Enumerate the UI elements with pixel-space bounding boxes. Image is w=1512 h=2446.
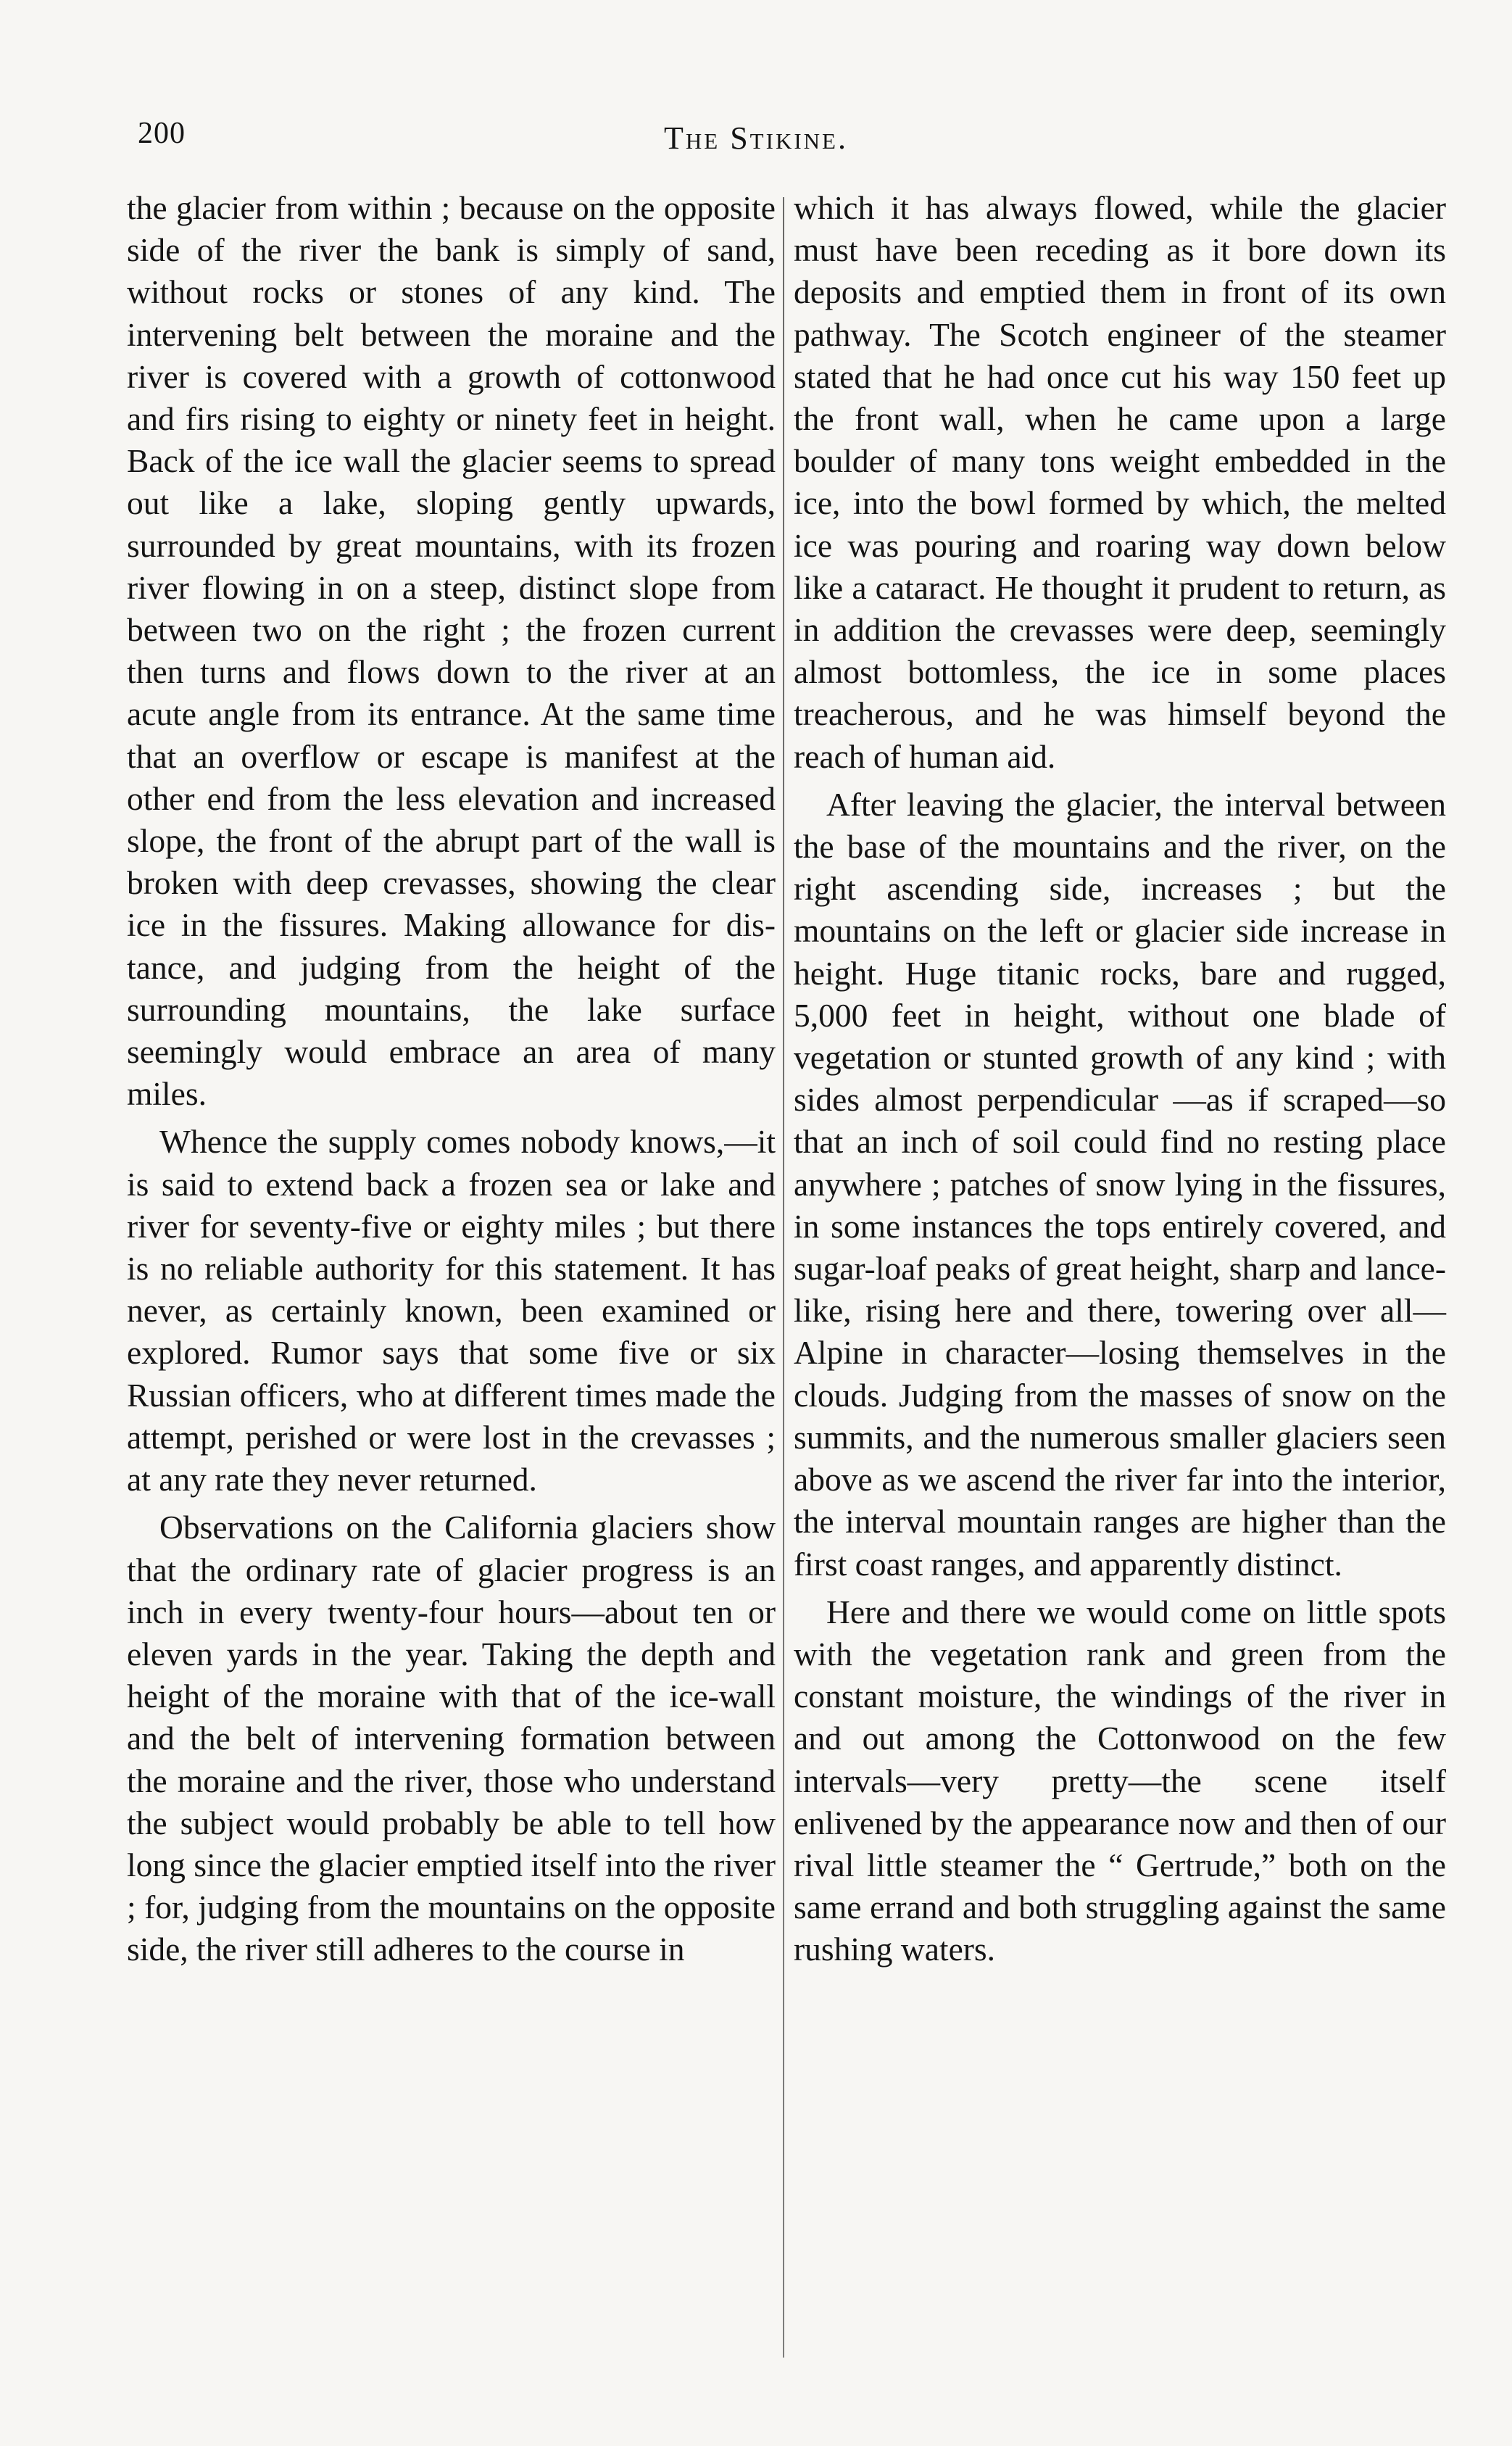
running-head: The Stikine. [664,120,848,156]
paragraph: which it has always flowed, while the glacier must have been receding as it bore down its deposits and emptied them in front of its own pathway. The Scotch engineer of the steamer stated that he had once cut his way 150 feet up the front wall, when he came upon a large boulder of many tons weight embedded in the ice, into the bowl formed by which, the melted ice was pouring and roaring way down below like a cataract. He thought it prudent to return, as in addition the crevasses were deep, seemingly almost bottomless, the ice in some places treacherous, and he was himself beyond the reach of human aid. [794,189,1446,775]
page-number: 200 [138,117,186,150]
paragraph: Whence the supply comes nobody knows,—it is said to extend back a frozen sea or lake and river for seventy-five or eighty miles ; but there is no reliable authority for this statement. It has never, as certainly known, been examined or explored. Rumor says that some five or six Russian officers, who at different times made the attempt, perished or were lost in the crevasses ; at any rate they never returned. [127,1123,776,1498]
paragraph: Here and there we would come on little spots with the vegetation rank and green from the constant moisture, the windings of the river in and out among the Cottonwood on the few intervals—very pretty—the scene itself enlivened by the appearance now and then of our rival little steamer the “ Gertrude,” both on the same errand and both struggling against the same rushing waters. [794,1593,1446,1968]
paragraph: After leaving the glacier, the interval between the base of the mountains and the river, on the right ascending side, increases ; but the mountains on the left or glacier side increase in height. Huge titanic rocks, bare and rugged, 5,000 feet in height, without one blade of vegetation or stunted growth of any kind ; with sides almost perpendicular —as if scraped—so that an inch of soil could find no resting place anywhere ; patches of snow lying in the fissures, in some instances the tops entirely covered, and sugar-loaf peaks of great height, sharp and lance-like, rising here and there, towering over all—Alpine in character—losing themselves in the clouds. Judging from the masses of snow on the summits, and the numerous smaller glaciers seen above as we ascend the river far into the interior, the interval mountain ranges are higher than the first coast ranges, and apparently distinct. [794,785,1446,1583]
column-divider [783,197,784,2358]
paragraph: Observations on the California glaciers show that the ordinary rate of glacier progress is an inch in every twenty-four hours—about ten or eleven yards in the year. Taking the depth and height of the moraine with that of the ice-wall and the belt of intervening formation between the moraine and the river, those who understand the subject would probably be able to tell how long since the glacier emptied itself into the river ; for, judging from the mountains on the opposite side, the river still adheres to the course in [127,1509,776,1968]
left-column [127,187,776,1977]
right-column [794,187,1446,1977]
paragraph: the glacier from within ; because on the opposite side of the river the bank is simply of sand, without rocks or stones of any kind. The intervening belt between the moraine and the river is covered with a growth of cottonwood and firs rising to eighty or ninety feet in height. Back of the ice wall the glacier seems to spread out like a lake, sloping gently upwards, surrounded by great mountains, with its frozen river flowing in on a steep, distinct slope from between two on the right ; the frozen current then turns and flows down to the river at an acute angle from its entrance. At the same time that an overflow or escape is manifest at the other end from the less elevation and increased slope, the front of the abrupt part of the wall is broken with deep crevasses, showing the clear ice in the fissures. Making allowance for distance, and judging from the height of the surrounding mountains, the lake surface seemingly would embrace an area of many miles. [127,189,776,1113]
